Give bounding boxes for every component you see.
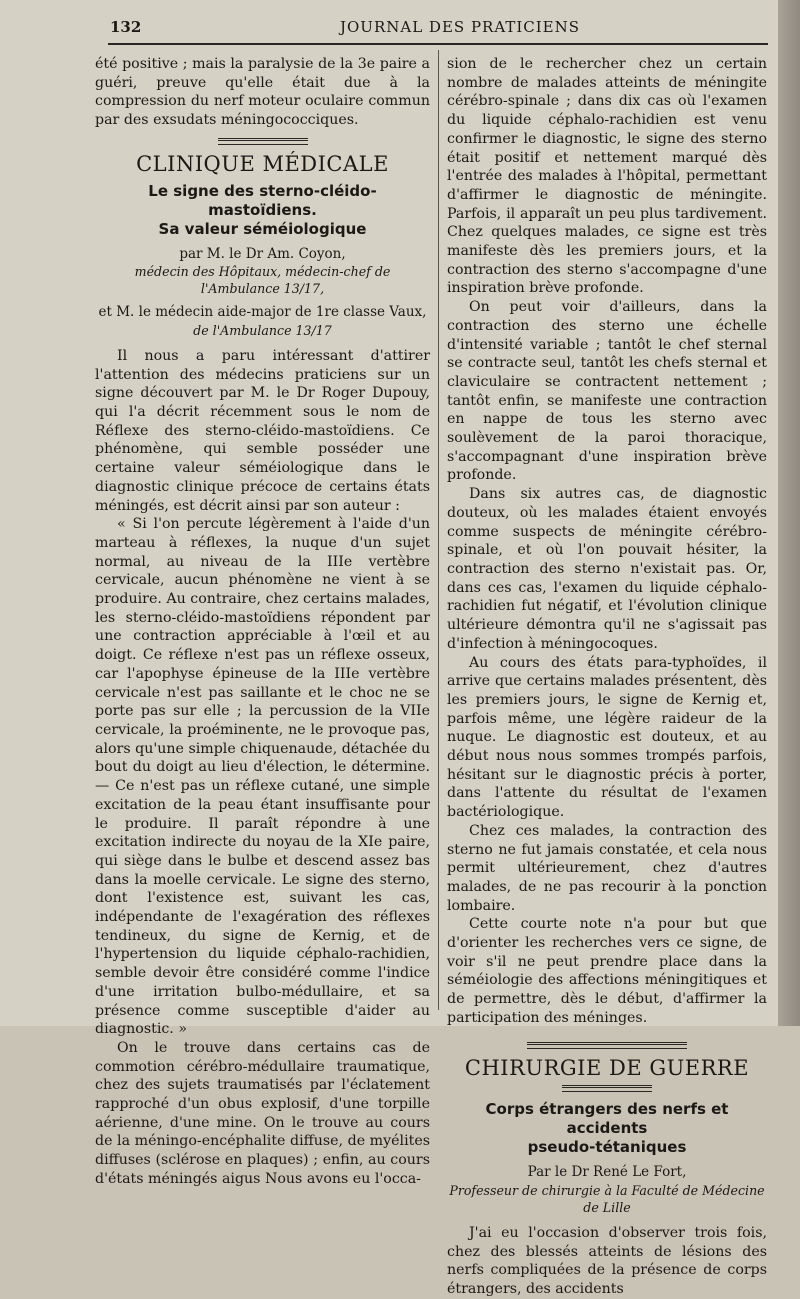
left-column — [95, 55, 430, 1189]
section-title-chirurgie: CHIRURGIE DE GUERRE — [464, 1055, 750, 1080]
column-divider — [438, 50, 439, 1010]
right-column — [447, 55, 767, 1299]
section-ornament — [527, 1042, 687, 1049]
author-affiliation: Professeur de chirurgie à la Faculté de Médecine de Lille — [449, 1182, 765, 1215]
page-edge-shadow — [778, 0, 800, 1026]
byline-author: Par le Dr René Le Fort, — [527, 1164, 687, 1181]
carryover-paragraph: été positive ; mais la paralysie de la 3e paire a guéri, preuve qu'elle était due à la compression du nerf moteur oculaire commun par des exsudats méningococciques. — [95, 56, 430, 129]
body-paragraph: Au cours des états para-typhoïdes, il arrive que certains malades présentent, dès les premiers jours, le signe de Kernig et, parfois même, une légère raideur de la nuque. Le diagnostic est douteux, et au début nous nous sommes trompés parfois, hésitant sur le diagnostic précis à porter, dans l'attente du résultat de l'examen bactériologique. — [447, 654, 767, 821]
article-title-line: Le signe des sterno-cléido-mastoïdiens. — [148, 181, 377, 219]
article-title-line: Sa valeur séméiologique — [158, 219, 367, 238]
body-paragraph: Dans six autres cas, de diagnostic douteux, où les malades étaient envoyés comme suspects de méningite cérébro-spinale, et où l'on pouvait hésiter, la contraction des sterno n'existait pas. Or, dans ces cas, l'examen du liquide céphalo-rachidien fut négatif, et l'évolution clinique ultérieure démontra qu'il ne s'agissait pas d'infection à méningocoques. — [447, 486, 767, 652]
byline-author: par M. le Dr Am. Coyon, — [179, 245, 346, 262]
section-ornament — [562, 1085, 652, 1092]
author-affiliation: médecin des Hôpitaux, médecin-chef de l'Ambulance 13/17, — [134, 264, 391, 297]
article-title-line: Corps étrangers des nerfs et accidents — [485, 1100, 729, 1138]
body-paragraph: On le trouve dans certains cas de commotion cérébro-médullaire traumatique, chez des sujets traumatisés par l'éclatement rapproché d'un obus explosif, d'une torpille aérienne, d'une mine. On le trouve au cours de la méningo-encéphalite diffuse, de myélites diffuses (sclérose en plaques) ; enfin, au cours d'états méningés aigus Nous avons eu l'occa- — [95, 1039, 430, 1187]
body-paragraph: sion de le rechercher chez un certain nombre de malades atteints de méningite cérébro-spinale ; dans dix cas où l'examen du liquide céphalo-rachidien est venu confirmer le diagnostic, le signe des sterno était positif et nettement marqué dès l'entrée des malades à l'hôpital, permettant d'affirmer le diagnostic de méningite. Parfois, il apparaît un peu plus tardivement. Chez quelques malades, ce signe est très manifeste dès les premiers jours, et la contraction des sterno s'accompagne d'une inspiration brève profonde. — [447, 56, 767, 297]
body-paragraph: Il nous a paru intéressant d'attirer l'attention des médecins praticiens sur un signe découvert par M. le Dr Roger Dupouy, qui l'a décrit récemment sous le nom de Réflexe des sterno-cléido-mastoïdiens. Ce phénomène, qui semble posséder une certaine valeur séméiologique dans le diagnostic clinique précoce de certains états méningés, est décrit ainsi par son auteur : — [95, 347, 430, 514]
section-title-clinique: CLINIQUE MÉDICALE — [136, 151, 389, 176]
body-paragraph: On peut voir d'ailleurs, dans la contraction des sterno une échelle d'intensité variable ; tantôt le chef sternal se contracte seul, tantôt les chefs sternal et claviculaire se contractent nettement ; tantôt enfin, se manifeste une contraction en nappe de tous les sterno avec soulèvement de la paroi thoracique, s'accompagnant d'une inspiration brève profonde. — [447, 299, 767, 484]
body-paragraph: J'ai eu l'occasion d'observer trois fois, chez des blessés atteints de lésions des nerfs compliquées de la présence de corps étrangers, des accidents — [447, 1224, 767, 1298]
section-ornament — [218, 138, 308, 145]
page-number: 132 — [110, 18, 142, 36]
journal-title: JOURNAL DES PRATICIENS — [340, 18, 581, 36]
byline-coauthor: et M. le médecin aide-major de 1re classe Vaux, — [98, 304, 427, 321]
body-paragraph: Chez ces malades, la contraction des sterno ne fut jamais constatée, et cela nous permit ultérieurement, chez d'autres malades, de ne pas recourir à la ponction lombaire. — [447, 822, 767, 914]
article-title — [447, 1100, 767, 1157]
coauthor-affiliation: de l'Ambulance 13/17 — [193, 322, 332, 338]
body-paragraph: Cette courte note n'a pour but que d'orienter les recherches vers ce signe, de voir s'il ne peut prendre place dans la séméiologie des affections méningitiques et de permettre, dès le début, d'affirmer la participation des méninges. — [447, 916, 767, 1026]
header-rule — [108, 43, 768, 45]
quoted-description: « Si l'on percute légèrement à l'aide d'un marteau à réflexes, la nuque d'un sujet normal, au niveau de la IIIe vertèbre cervicale, aucun phénomène ne vient à se produire. Au contraire, chez certains malades, les sterno-cléido-mastoïdiens répondent par une contraction appréciable à l'œil et au doigt. Ce réflexe n'est pas un réflexe osseux, car l'apophyse épineuse de la IIIe vertèbre cervicale n'est pas saillante et le choc ne se porte pas sur elle ; la percussion de la VIIe cervicale, la proéminente, ne le provoque pas, alors qu'une simple chiquenaude, détachée du bout du doigt au lieu d'élection, le détermine. — Ce n'est pas un réflexe cutané, une simple excitation de la peau étant insuffisante pour le produire. Il paraît répondre à une excitation indirecte du noyau de la XIe paire, qui siège dans le bulbe et descend assez bas dans la moelle cervicale. Le signe des sterno, dont l'existence est, suivant les cas, indépendante de l'exagération des réflexes tendineux, du signe de Kernig, et de l'hypertension du liquide céphalo-rachidien, semble devoir être considéré comme l'indice d'une irritation bulbo-médullaire, et sa présence comme susceptible d'aider au diagnostic. » — [95, 516, 430, 1038]
article-title — [95, 182, 430, 239]
article-title-line: pseudo-tétaniques — [527, 1138, 687, 1157]
running-head — [110, 18, 770, 42]
